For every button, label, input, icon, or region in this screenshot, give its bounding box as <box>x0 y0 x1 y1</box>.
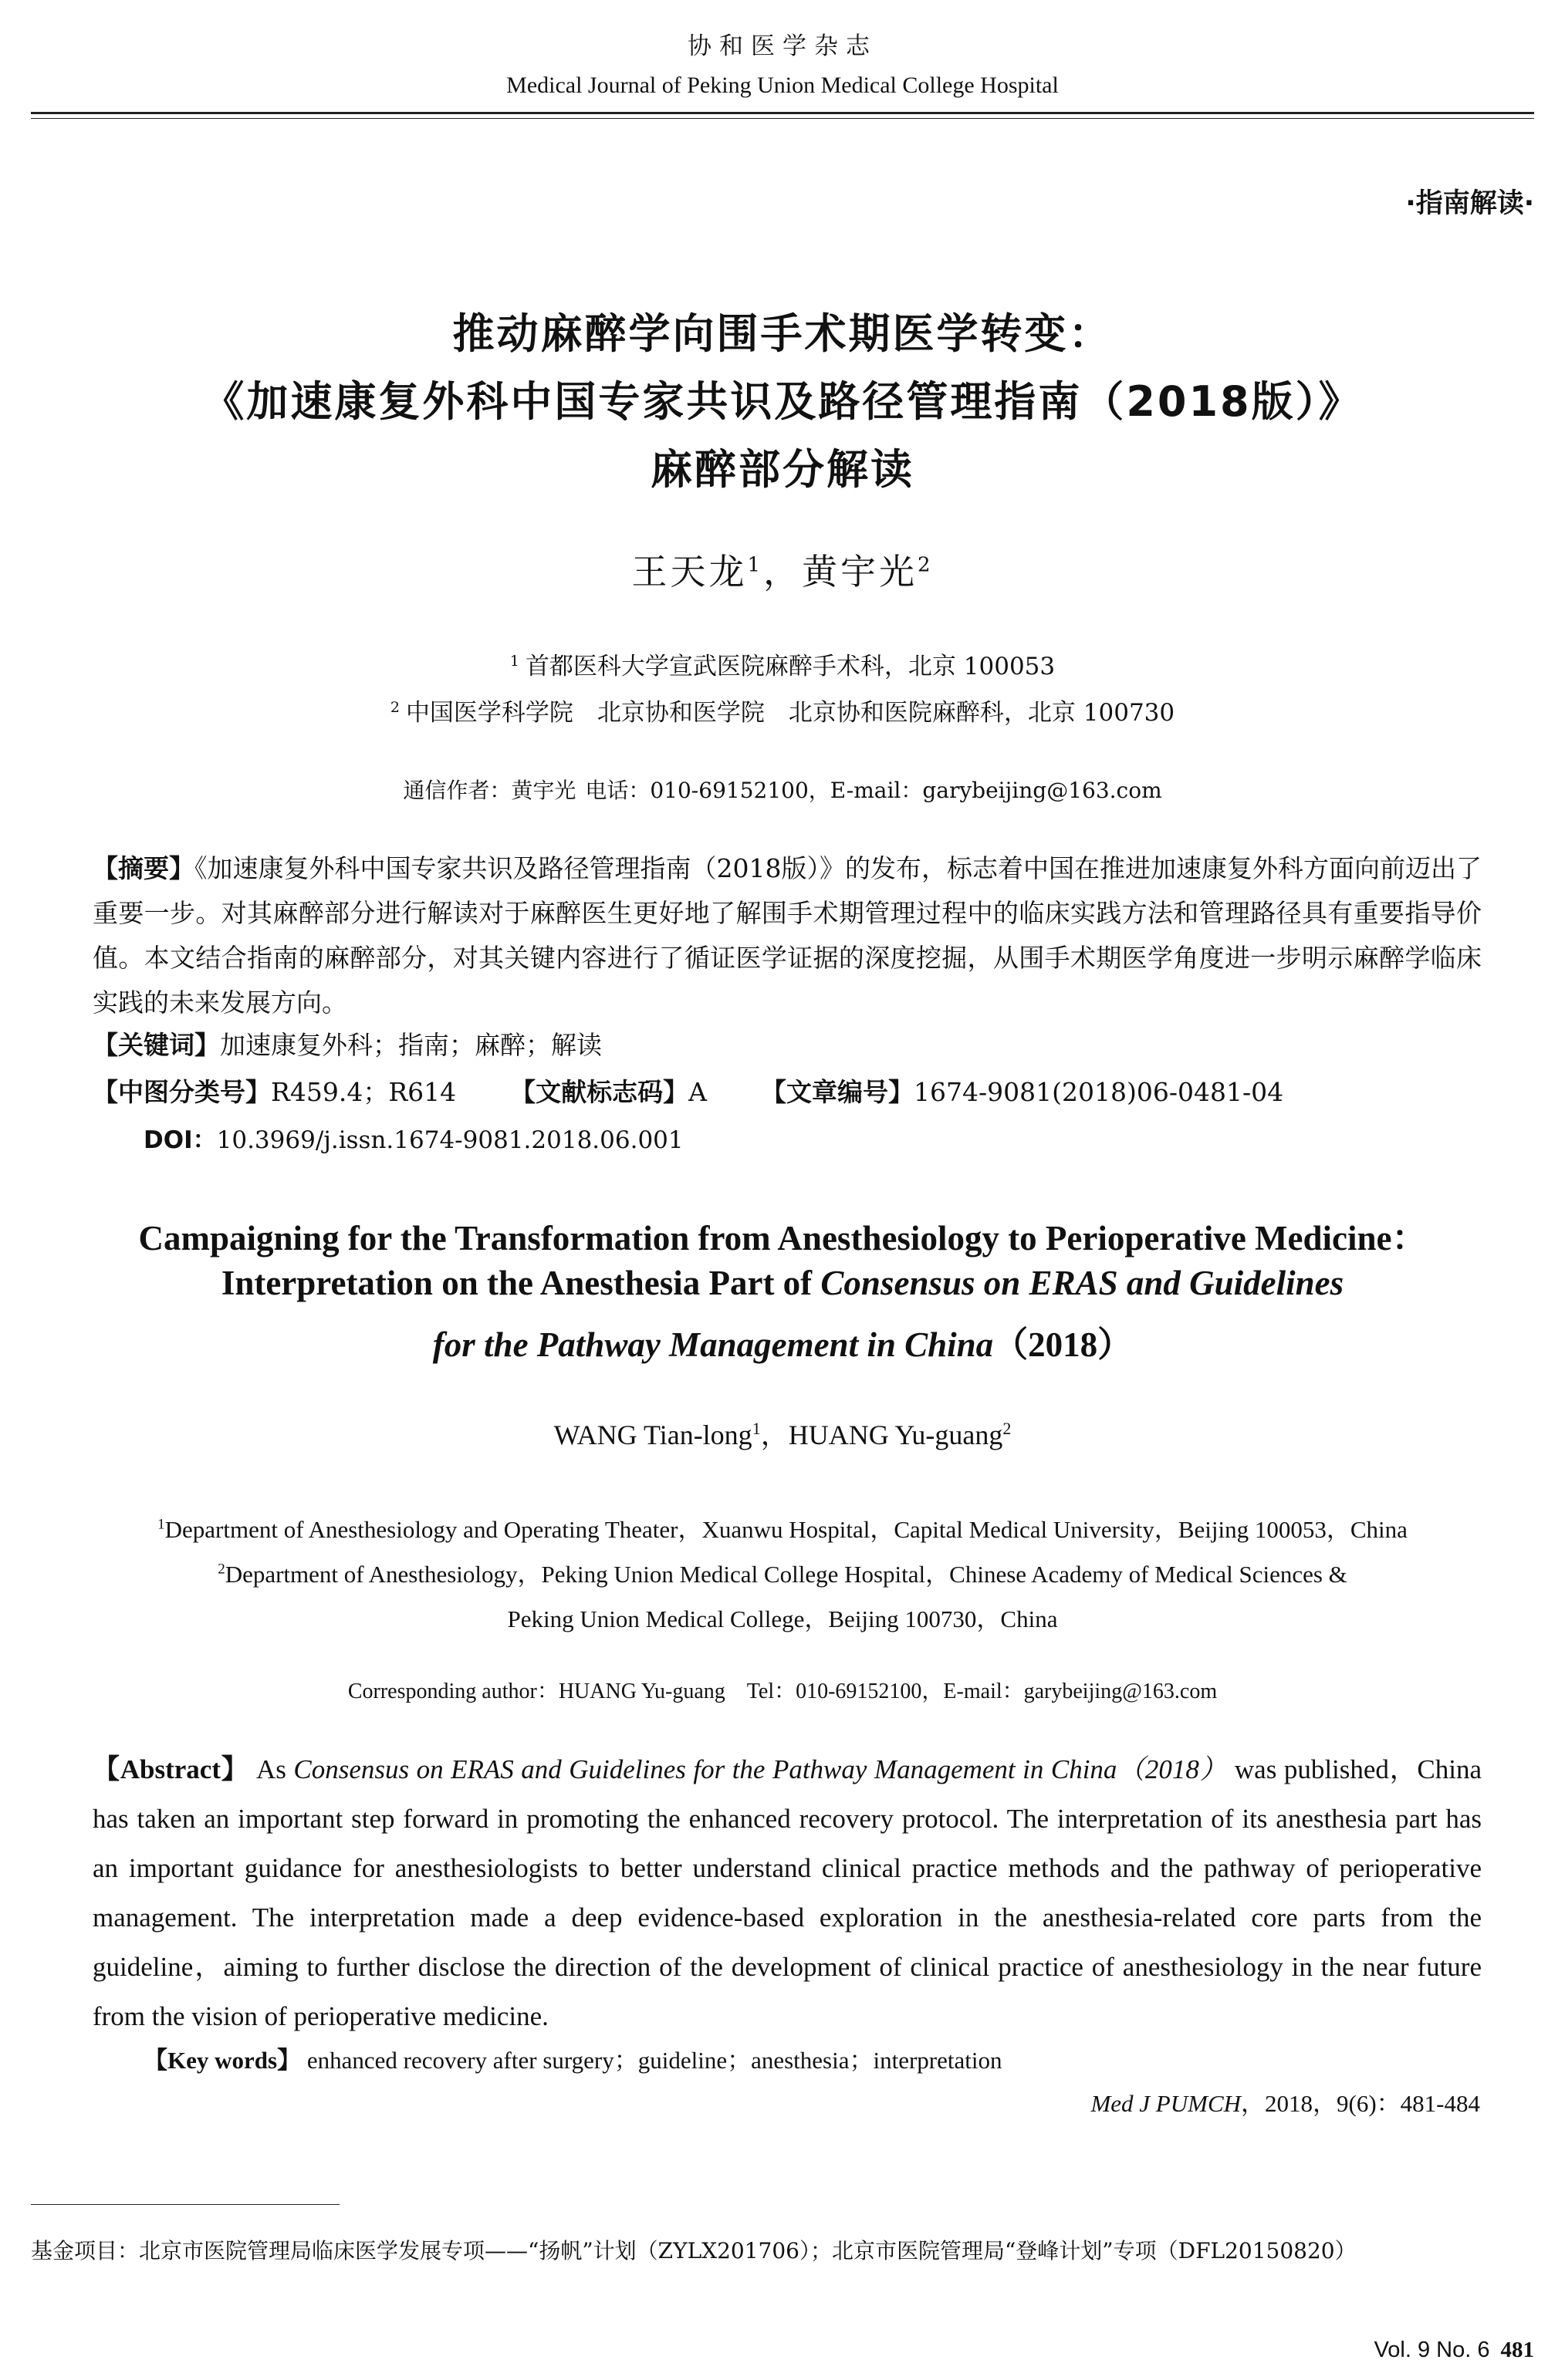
running-header-journal-cn: 协和医学杂志 <box>688 32 877 60</box>
abstract-cn <box>93 846 1482 1025</box>
citation-details: ，2018，9(6)：481-484 <box>1241 2090 1480 2117</box>
abstract-en-italic-title: Consensus on ERAS and Guidelines for the Pathway Management in China（2018） <box>293 1754 1228 1784</box>
corresponding-en: Corresponding author：HUANG Yu-guang Tel：010-69152100，E-mail：garybeijing@163.com <box>347 1680 1218 1703</box>
title-cn-line2: 《加速康复外科中国专家共识及路径管理指南（2018版）》 <box>202 377 1363 426</box>
author-en-separator: ， <box>760 1420 789 1450</box>
citation-line <box>1090 2084 1480 2118</box>
author-cn-1: 王天龙 <box>631 551 748 592</box>
keywords-en <box>144 2041 1002 2075</box>
doc-code-value: A <box>688 1077 707 1107</box>
running-header-journal-en: Medical Journal of Peking Union Medical College Hospital <box>506 73 1059 98</box>
title-en-line3-year: （2018） <box>993 1325 1133 1364</box>
clc-label: 【中图分类号】 <box>93 1077 271 1107</box>
footnote-rule <box>31 2204 340 2205</box>
title-cn-line1: 推动麻醉学向围手术期医学转变： <box>452 309 1113 358</box>
author-cn-2: 黄宇光 <box>802 551 918 592</box>
title-en-line2-italic: Consensus on ERAS and Guidelines <box>820 1264 1344 1302</box>
abstract-cn-text: 《加速康复外科中国专家共识及路径管理指南（2018版）》的发布，标志着中国在推进加速康复外科方面向前迈出了重要一步。对其麻醉部分进行解读对于麻醉医生更好地了解围手术期管理过程中的临床实践方法和管理路径具有重要指导价值。本文结合指南的麻醉部分，对其关键内容进行了循证医学证据的深度挖掘，从围手术期医学角度进一步明示麻醉学临床实践的未来发展方向。 <box>93 853 1482 1018</box>
affiliation-cn-2-text: 中国医学科学院 北京协和医学院 北京协和医院麻醉科，北京 100730 <box>405 699 1175 727</box>
abstract-en <box>93 1745 1482 2041</box>
affiliation-en-1 <box>0 1510 1565 1544</box>
header-rule-thin <box>31 118 1534 119</box>
author-en-1-affil: 1 <box>752 1419 761 1438</box>
author-en-2: HUANG Yu-guang <box>788 1420 1003 1450</box>
affiliation-cn-2-num: 2 <box>390 698 400 716</box>
affiliation-en-1-text: Department of Anesthesiology and Operating Theater，Xuanwu Hospital，Capital Medical University，Beijing 100053，China <box>164 1516 1408 1543</box>
title-cn-line3: 麻醉部分解读 <box>651 445 914 494</box>
keywords-cn <box>93 1025 1482 1062</box>
keywords-en-text: enhanced recovery after surgery；guideline；anesthesia；interpretation <box>301 2047 1002 2074</box>
affiliation-en-2-text: Department of Anesthesiology，Peking Union Medical College Hospital，Chinese Academy of Medical Sciences & <box>225 1561 1347 1588</box>
authors-cn <box>0 544 1565 595</box>
article-number-label: 【文章编号】 <box>761 1077 914 1107</box>
affiliation-cn-1-num: 1 <box>509 652 519 670</box>
doi-line <box>144 1120 684 1155</box>
keywords-cn-label: 【关键词】 <box>93 1030 220 1060</box>
author-separator: ， <box>763 551 802 592</box>
classification-line <box>93 1072 1482 1109</box>
footer-page-number: 481 <box>1500 2338 1534 2362</box>
clc-value: R459.4；R614 <box>271 1077 457 1107</box>
page-footer <box>1374 2338 1534 2363</box>
abstract-en-lead: As <box>248 1754 294 1784</box>
authors-en <box>0 1413 1565 1453</box>
doi-value[interactable]: 10.3969/j.issn.1674-9081.2018.06.001 <box>216 1126 684 1154</box>
title-en-line1: Campaigning for the Transformation from Anesthesiology to Perioperative Medicine： <box>138 1219 1427 1258</box>
corresponding-cn-contact: 电话：010-69152100，E-mail：garybeijing@163.com <box>585 778 1162 803</box>
affiliation-cn-1 <box>0 646 1565 681</box>
author-en-2-affil: 2 <box>1002 1419 1012 1438</box>
abstract-en-text: was published，China has taken an important step forward in promoting the enhanced recovery protocol. The interpretation of its anesthesia part has an important guidance for anesthesiologists to better understand clinical practice methods and the pathway of perioperative management. The interpretation made a deep evidence-based exploration in the anesthesia-related core parts from the guideline，aiming to further disclose the direction of the development of clinical practice of anesthesiology in the near future from the vision of perioperative medicine. <box>93 1754 1482 2031</box>
abstract-cn-label: 【摘要】 <box>93 853 195 883</box>
title-en-line3 <box>0 1316 1565 1366</box>
author-cn-2-affil: 2 <box>918 553 934 577</box>
title-en-line2-plain: Interpretation on the Anesthesia Part of <box>221 1264 821 1302</box>
affiliation-en-2-cont: Peking Union Medical College，Beijing 100730，China <box>507 1605 1058 1632</box>
citation-journal: Med J PUMCH <box>1090 2090 1242 2117</box>
doi-label: DOI： <box>144 1126 217 1154</box>
keywords-en-label: 【Key words】 <box>144 2047 302 2074</box>
corresponding-cn <box>0 774 1565 805</box>
title-en-line3-italic: for the Pathway Management in China <box>432 1325 994 1364</box>
footer-volume: Vol. 9 No. 6 <box>1374 2338 1490 2362</box>
affiliation-en-2-num: 2 <box>218 1561 225 1578</box>
abstract-en-label: 【Abstract】 <box>93 1754 249 1784</box>
affiliation-en-2 <box>0 1555 1565 1589</box>
author-en-1: WANG Tian-long <box>553 1420 752 1450</box>
article-number-value: 1674-9081(2018)06-0481-04 <box>914 1077 1284 1107</box>
funding-footnote: 基金项目：北京市医院管理局临床医学发展专项——“扬帆”计划（ZYLX201706）；北京市医院管理局“登峰计划”专项（DFL20150820） <box>31 2238 1357 2264</box>
author-cn-1-affil: 1 <box>747 553 763 577</box>
affiliation-cn-2 <box>0 693 1565 728</box>
title-en-line2 <box>0 1263 1565 1303</box>
doc-code-label: 【文献标志码】 <box>510 1077 689 1107</box>
affiliation-cn-1-text: 首都医科大学宣武医院麻醉手术科，北京 100053 <box>525 653 1056 680</box>
keywords-cn-text: 加速康复外科；指南；麻醉；解读 <box>220 1030 602 1060</box>
header-rule-thick <box>31 112 1534 114</box>
affiliation-en-1-num: 1 <box>157 1516 165 1533</box>
section-tag: ·指南解读· <box>1405 188 1534 219</box>
corresponding-cn-label: 通信作者：黄宇光 <box>403 778 576 803</box>
